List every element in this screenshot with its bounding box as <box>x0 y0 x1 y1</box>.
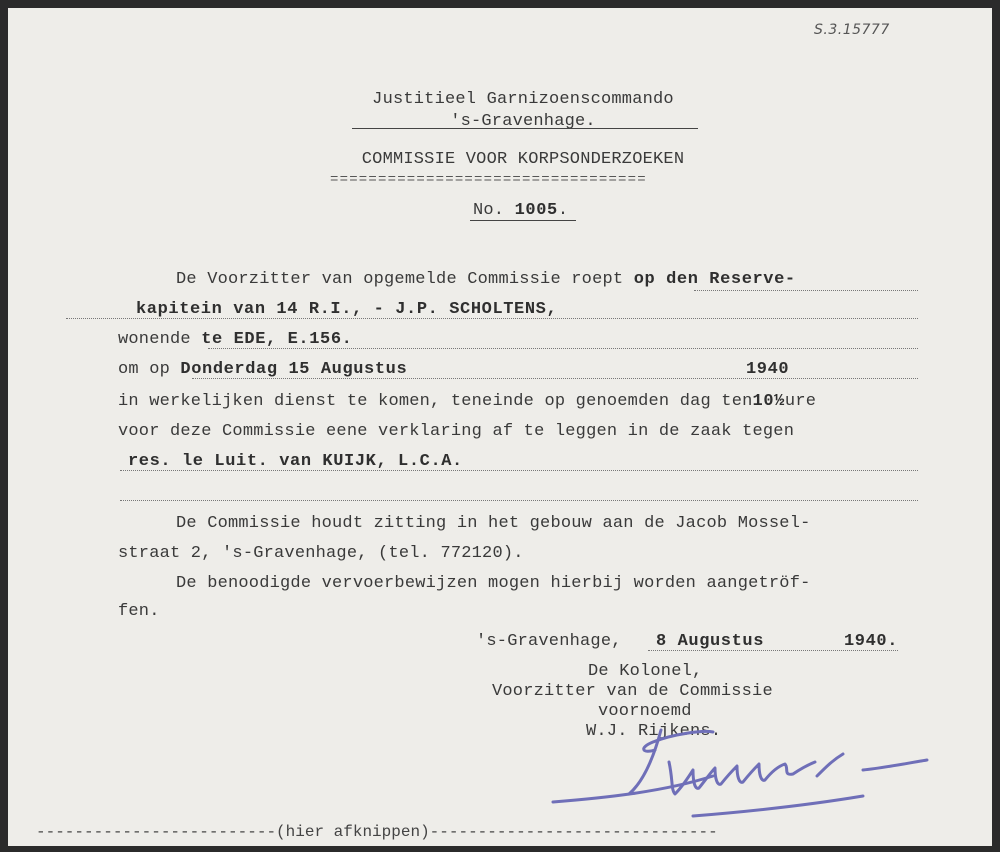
number-underline <box>470 220 576 221</box>
closing-year: 1940. <box>844 632 899 651</box>
dotted-line-8 <box>120 500 918 501</box>
header-underline <box>352 128 698 129</box>
body-line-3: wonende te EDE, E.156. <box>118 330 353 349</box>
paragraph-3-line-2: fen. <box>118 602 160 621</box>
dotted-line-2 <box>66 318 918 319</box>
body-line-5: in werkelijken dienst te komen, teneinde op genoemden dag ten10½ure <box>118 392 817 411</box>
signer-title-3: voornoemd <box>598 702 692 721</box>
commission-title: COMMISSIE VOOR KORPSONDERZOEKEN <box>361 150 685 169</box>
header-line-2: 's-Gravenhage. <box>450 112 596 131</box>
body-line-2: kapitein van 14 R.I., - J.P. SCHOLTENS, <box>136 300 558 319</box>
signature-scribble <box>543 720 933 820</box>
body-line-6: voor deze Commissie eene verklaring af te leggen in de zaak tegen <box>118 422 795 441</box>
number-value: 1005 <box>514 201 558 220</box>
signer-name: W.J. Rijkens. <box>586 722 722 741</box>
paragraph-3-line-1: De benoodigde vervoerbewijzen mogen hierbij worden aangetröf- <box>176 574 811 593</box>
body-line-7: res. le Luit. van KUIJK, L.C.A. <box>128 452 463 471</box>
header-line-1: Justitieel Garnizoenscommando <box>372 90 674 109</box>
body-line-1: De Voorzitter van opgemelde Commissie roept op den Reserve- <box>176 270 796 289</box>
number-label: No. 1005. <box>473 201 569 220</box>
double-underline: ================================= <box>330 172 647 188</box>
paragraph-2-line-1: De Commissie houdt zitting in het gebouw aan de Jacob Mossel- <box>176 514 811 533</box>
closing-place: 's-Gravenhage, <box>476 632 622 651</box>
archive-reference: S.3.15777 <box>814 22 890 38</box>
closing-date: 8 Augustus <box>656 632 765 651</box>
closing-dotted-line <box>648 650 898 651</box>
paragraph-2-line-2: straat 2, 's-Gravenhage, (tel. 772120). <box>118 544 524 563</box>
body-year-1: 1940 <box>746 360 790 379</box>
document-sheet <box>8 8 992 846</box>
signer-title-1: De Kolonel, <box>588 662 703 681</box>
dotted-line-4 <box>192 378 918 379</box>
dotted-line-3 <box>208 348 918 349</box>
dotted-line-7 <box>120 470 918 471</box>
cut-here-line: -------------------------(hier afknippen)------------------------------ <box>36 823 718 841</box>
signer-title-2: Voorzitter van de Commissie <box>492 682 773 701</box>
dotted-line-1 <box>694 290 918 291</box>
body-line-4: om op Donderdag 15 Augustus <box>118 360 408 379</box>
